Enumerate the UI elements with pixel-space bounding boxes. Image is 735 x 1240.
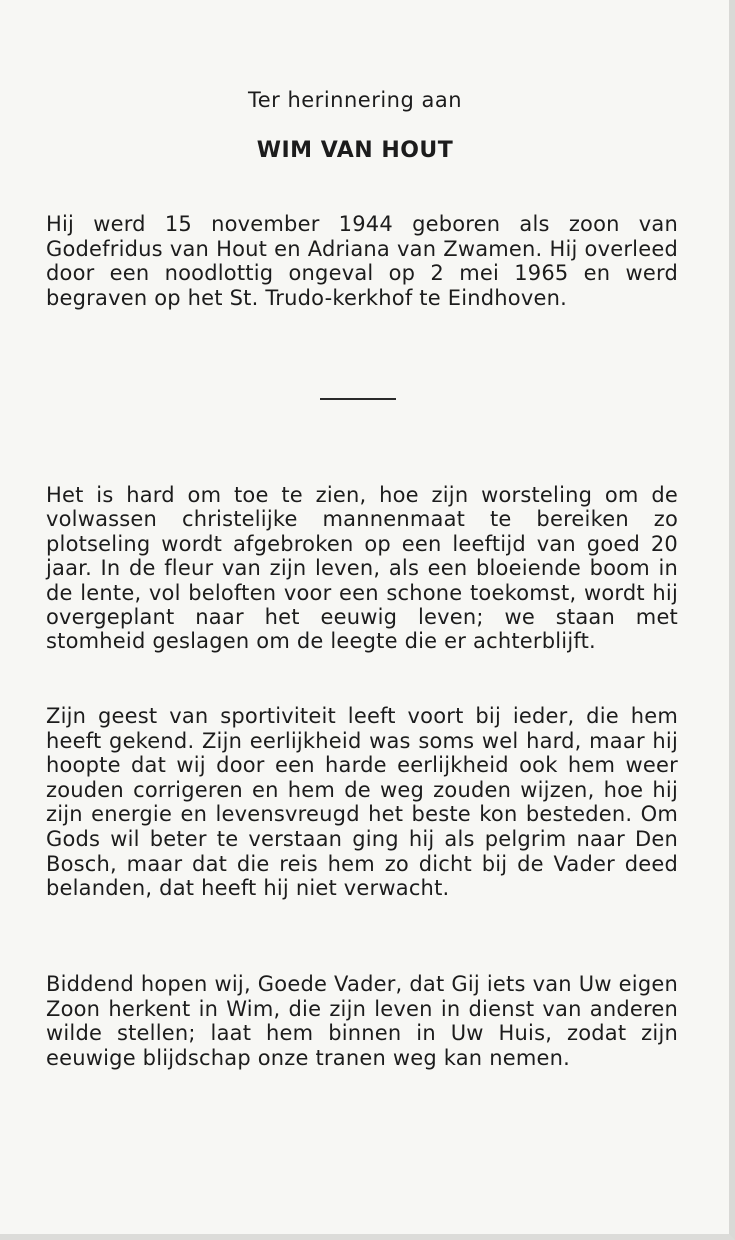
paragraph-reflection: Het is hard om toe te zien, hoe zijn worsteling om de volwassen christelijke mannenmaat te bereiken zo plotseling wordt afgebroken op een leeftijd van goed 20 jaar. In de fleur van zijn leven, als een bloeiende boom in de lente, vol beloften voor een schone toekomst, wordt hij overgeplant naar het eeuwig leven; we staan met stomheid geslagen om de leegte die er achterblijft. bbox=[46, 483, 678, 654]
paragraph-character: Zijn geest van sportiviteit leeft voort bij ieder, die hem heeft gekend. Zijn eerlijkheid was soms wel hard, maar hij hoopte dat wij door een harde eerlijkheid ook hem weer zouden corrigeren en hem de weg zouden wijzen, hoe hij zijn energie en levensvreugd het beste kon besteden. Om Gods wil beter te verstaan ging hij als pelgrim naar Den Bosch, maar dat die reis hem zo dicht bij de Vader deed belanden, dat heeft hij niet verwacht. bbox=[46, 704, 678, 901]
deceased-name: WIM VAN HOUT bbox=[256, 138, 454, 163]
divider-line bbox=[320, 398, 396, 400]
intro-line: Ter herinnering aan bbox=[247, 88, 463, 112]
paragraph-prayer: Biddend hopen wij, Goede Vader, dat Gij iets van Uw eigen Zoon herkent in Wim, die zijn leven in dienst van anderen wilde stellen; laat hem binnen in Uw Huis, zodat zijn eeuwige blijdschap onze tranen weg kan nemen. bbox=[46, 972, 678, 1070]
paragraph-biography: Hij werd 15 november 1944 geboren als zoon van Godefridus van Hout en Adriana van Zwamen. Hij overleed door een noodlottig ongeval op 2 mei 1965 en werd begraven op het St. Trudo-kerkhof te Eindhoven. bbox=[46, 212, 678, 310]
